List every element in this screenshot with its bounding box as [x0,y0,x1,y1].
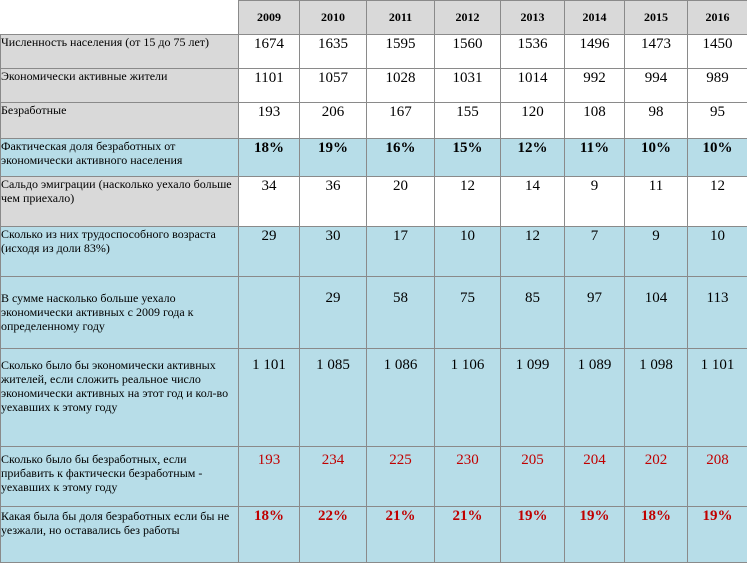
value-cell: 18% [239,507,300,563]
value-cell: 15% [435,139,501,177]
value-cell: 1 089 [565,349,625,447]
value-cell: 155 [435,103,501,139]
value-cell: 14 [501,177,565,227]
value-cell: 9 [625,227,688,277]
row-label: Сальдо эмиграции (насколько уехало больше чем приехало) [1,177,239,227]
value-cell: 16% [367,139,435,177]
value-cell: 22% [300,507,367,563]
value-cell: 1101 [239,69,300,103]
value-cell: 12 [688,177,747,227]
value-cell: 29 [239,227,300,277]
row-cumulative-emigrants [1,277,747,349]
year-header-2009: 2009 [239,1,300,35]
value-cell: 10 [688,227,747,277]
value-cell: 34 [239,177,300,227]
row-label: Экономически активные жители [1,69,239,103]
value-cell: 994 [625,69,688,103]
value-cell: 1014 [501,69,565,103]
row-actual-unemployment-share [1,139,747,177]
value-cell: 230 [435,447,501,507]
value-cell: 193 [239,447,300,507]
row-working-age-emigrants [1,227,747,277]
year-header-2016: 2016 [688,1,747,35]
row-label: Численность населения (от 15 до 75 лет) [1,35,239,69]
value-cell: 1560 [435,35,501,69]
value-cell: 167 [367,103,435,139]
value-cell: 1 085 [300,349,367,447]
value-cell: 36 [300,177,367,227]
value-cell: 204 [565,447,625,507]
value-cell: 58 [367,277,435,349]
value-cell: 10 [435,227,501,277]
value-cell: 1635 [300,35,367,69]
value-cell: 21% [435,507,501,563]
value-cell: 225 [367,447,435,507]
value-cell: 19% [688,507,747,563]
row-emigration-balance [1,177,747,227]
value-cell: 19% [501,507,565,563]
row-hypothetical-unemployment-share [1,507,747,563]
value-cell: 1 106 [435,349,501,447]
value-cell: 29 [300,277,367,349]
value-cell: 1057 [300,69,367,103]
value-cell: 11% [565,139,625,177]
year-header-2014: 2014 [565,1,625,35]
value-cell [239,277,300,349]
value-cell: 120 [501,103,565,139]
value-cell: 18% [239,139,300,177]
value-cell: 1496 [565,35,625,69]
year-header-2013: 2013 [501,1,565,35]
value-cell: 12% [501,139,565,177]
year-header-2010: 2010 [300,1,367,35]
value-cell: 19% [300,139,367,177]
value-cell: 85 [501,277,565,349]
value-cell: 989 [688,69,747,103]
value-cell: 10% [625,139,688,177]
value-cell: 104 [625,277,688,349]
header-corner-cell [1,1,239,35]
value-cell: 98 [625,103,688,139]
value-cell: 202 [625,447,688,507]
year-header-2015: 2015 [625,1,688,35]
value-cell: 20 [367,177,435,227]
value-cell: 108 [565,103,625,139]
value-cell: 1450 [688,35,747,69]
value-cell: 9 [565,177,625,227]
value-cell: 11 [625,177,688,227]
value-cell: 30 [300,227,367,277]
value-cell: 1 086 [367,349,435,447]
value-cell: 205 [501,447,565,507]
value-cell: 1473 [625,35,688,69]
row-hypothetical-active [1,349,747,447]
value-cell: 992 [565,69,625,103]
row-label: Какая была бы доля безработных если бы не уезжали, но оставались без работы [1,507,239,563]
row-economically-active [1,69,747,103]
value-cell: 234 [300,447,367,507]
value-cell: 97 [565,277,625,349]
value-cell: 75 [435,277,501,349]
year-header-2012: 2012 [435,1,501,35]
row-label: Фактическая доля безработных от экономически активного населения [1,139,239,177]
value-cell: 12 [435,177,501,227]
value-cell: 21% [367,507,435,563]
value-cell: 95 [688,103,747,139]
row-label: Сколько было бы безработных, если прибавить к фактически безработным - уехавших к этому году [1,447,239,507]
value-cell: 113 [688,277,747,349]
value-cell: 1536 [501,35,565,69]
value-cell: 1595 [367,35,435,69]
value-cell: 10% [688,139,747,177]
row-hypothetical-unemployed [1,447,747,507]
value-cell: 1031 [435,69,501,103]
value-cell: 208 [688,447,747,507]
value-cell: 7 [565,227,625,277]
value-cell: 1 099 [501,349,565,447]
row-label: Сколько было бы экономически активных жителей, если сложить реальное число экономически активных на этот год и кол-во уехавших к этому году [1,349,239,447]
row-label: Сколько из них трудоспособного возраста (исходя из доли 83%) [1,227,239,277]
value-cell: 18% [625,507,688,563]
value-cell: 19% [565,507,625,563]
value-cell: 12 [501,227,565,277]
row-label: В сумме насколько больше уехало экономически активных с 2009 года к определенному году [1,277,239,349]
value-cell: 1 098 [625,349,688,447]
value-cell: 206 [300,103,367,139]
value-cell: 1674 [239,35,300,69]
value-cell: 1 101 [239,349,300,447]
value-cell: 17 [367,227,435,277]
year-header-2011: 2011 [367,1,435,35]
row-unemployed [1,103,747,139]
value-cell: 1028 [367,69,435,103]
header-row [1,1,747,35]
value-cell: 193 [239,103,300,139]
row-population [1,35,747,69]
row-label: Безработные [1,103,239,139]
value-cell: 1 101 [688,349,747,447]
